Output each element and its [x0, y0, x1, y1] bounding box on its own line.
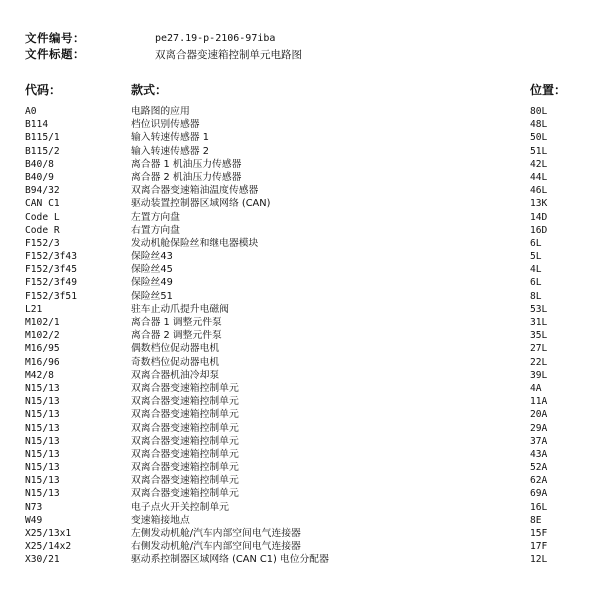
table-row: [25, 540, 585, 553]
row-location: 69A: [530, 488, 548, 500]
table-row: [25, 422, 585, 435]
row-location: 16L: [530, 501, 548, 513]
row-code: X30/21: [25, 554, 60, 566]
row-description: 离合器 1 机油压力传感器: [131, 158, 242, 170]
table-row: [25, 171, 585, 184]
table-row: [25, 250, 585, 263]
row-description: 双离合器变速箱控制单元: [131, 435, 239, 447]
table-row: [25, 316, 585, 329]
row-location: 37A: [530, 435, 548, 447]
row-code: M16/95: [25, 343, 60, 355]
table-row: [25, 474, 585, 487]
row-description: 保险丝45: [131, 264, 173, 276]
row-location: 62A: [530, 475, 548, 487]
row-code: M16/96: [25, 356, 60, 368]
row-location: 17F: [530, 541, 548, 553]
row-description: 右侧发动机舱/汽车内部空间电气连接器: [131, 541, 301, 553]
row-description: 离合器 1 调整元件泵: [131, 317, 222, 328]
table-row: [25, 553, 585, 566]
row-location: 27L: [530, 343, 548, 355]
row-description: 输入转速传感器 1: [131, 132, 209, 144]
row-description: 发动机舱保险丝和继电器模块: [131, 237, 259, 249]
row-location: 50L: [530, 132, 548, 144]
table-row: [25, 342, 585, 355]
table-row: [25, 105, 585, 118]
table-row: [25, 369, 585, 382]
table-row: [25, 197, 585, 210]
row-code: B94/32: [25, 185, 60, 197]
row-code: N15/13: [25, 448, 60, 460]
row-location: 29A: [530, 422, 548, 434]
header-location: 位置：: [530, 83, 567, 97]
table-row: [25, 276, 585, 289]
row-description: 变速箱接地点: [131, 514, 190, 526]
row-code: M102/2: [25, 330, 60, 342]
row-code: CAN C1: [25, 198, 60, 210]
table-row: [25, 448, 585, 461]
table-row: [25, 395, 585, 408]
row-description: 双离合器变速箱控制单元: [131, 448, 239, 460]
doc-title-value: 双离合器变速箱控制单元电路图: [155, 48, 302, 61]
row-code: N73: [25, 501, 43, 513]
row-location: 8L: [530, 290, 542, 302]
row-location: 4L: [530, 264, 542, 276]
row-location: 5L: [530, 251, 542, 263]
table-row: [25, 501, 585, 514]
row-code: L21: [25, 303, 43, 315]
table-row: [25, 382, 585, 395]
row-code: M102/1: [25, 317, 60, 328]
row-code: M42/8: [25, 369, 54, 381]
row-description: 驱动装置控制器区域网络 (CAN): [131, 198, 271, 210]
table-row: [25, 184, 585, 197]
doc-title-label: 文件标题：: [25, 47, 85, 61]
table-row: [25, 145, 585, 158]
row-location: 6L: [530, 277, 542, 289]
row-location: 14D: [530, 211, 548, 223]
row-description: 偶数档位促动器电机: [131, 343, 220, 355]
row-description: 双离合器变速箱控制单元: [131, 488, 239, 500]
row-code: B40/9: [25, 171, 54, 183]
table-row: [25, 461, 585, 474]
row-location: 39L: [530, 369, 548, 381]
table-row: [25, 527, 585, 540]
row-code: W49: [25, 514, 43, 526]
row-location: 8E: [530, 514, 542, 526]
table-row: [25, 487, 585, 500]
row-description: 离合器 2 机油压力传感器: [131, 171, 242, 183]
row-location: 16D: [530, 224, 548, 236]
row-description: 驱动系控制器区域网络 (CAN C1) 电位分配器: [131, 554, 329, 566]
doc-number-row: [25, 31, 275, 45]
row-description: 双离合器变速箱控制单元: [131, 382, 239, 394]
row-description: 保险丝51: [131, 290, 173, 302]
header-code: 代码：: [25, 83, 62, 97]
row-code: F152/3f45: [25, 264, 77, 276]
table-row: [25, 158, 585, 171]
row-location: 4A: [530, 382, 542, 394]
row-description: 电子点火开关控制单元: [131, 501, 229, 513]
row-description: 双离合器变速箱控制单元: [131, 475, 239, 487]
row-code: F152/3f51: [25, 290, 77, 302]
row-code: N15/13: [25, 396, 60, 408]
row-description: 双离合器变速箱油温度传感器: [131, 185, 259, 197]
row-code: A0: [25, 106, 37, 117]
row-description: 双离合器机油冷却泵: [131, 369, 220, 381]
row-description: 双离合器变速箱控制单元: [131, 396, 239, 408]
row-location: 51L: [530, 145, 548, 157]
row-code: F152/3f49: [25, 277, 77, 289]
row-location: 52A: [530, 462, 548, 474]
row-code: F152/3f43: [25, 251, 77, 263]
row-description: 右置方向盘: [131, 224, 180, 236]
doc-number-value: pe27.19-p-2106-97iba: [155, 32, 276, 44]
row-code: N15/13: [25, 422, 60, 434]
row-code: Code L: [25, 211, 60, 223]
table-row: [25, 131, 585, 144]
row-location: 42L: [530, 158, 548, 170]
doc-title-row: [25, 47, 302, 61]
row-location: 12L: [530, 554, 548, 566]
row-description: 档位识别传感器: [131, 119, 200, 131]
row-code: B40/8: [25, 158, 54, 170]
row-description: 左侧发动机舱/汽车内部空间电气连接器: [131, 528, 301, 539]
row-location: 46L: [530, 185, 548, 197]
row-description: 驻车止动爪提升电磁阀: [131, 303, 229, 315]
row-location: 20A: [530, 409, 548, 421]
table-row: [25, 224, 585, 237]
row-description: 奇数档位促动器电机: [131, 356, 220, 368]
row-description: 保险丝43: [131, 251, 173, 263]
row-location: 22L: [530, 356, 548, 368]
header-description: 款式：: [131, 83, 168, 97]
row-code: N15/13: [25, 382, 60, 394]
row-description: 输入转速传感器 2: [131, 145, 209, 157]
row-code: B115/2: [25, 145, 60, 157]
row-code: F152/3: [25, 237, 60, 249]
row-code: B115/1: [25, 132, 60, 144]
row-code: X25/14x2: [25, 541, 72, 553]
row-location: 11A: [530, 396, 548, 408]
table-row: [25, 118, 585, 131]
row-code: N15/13: [25, 475, 60, 487]
table-row: [25, 237, 585, 250]
row-description: 保险丝49: [131, 277, 173, 289]
table-row: [25, 514, 585, 527]
row-code: X25/13x1: [25, 528, 72, 539]
row-location: 53L: [530, 303, 548, 315]
table-row: [25, 290, 585, 303]
row-description: 双离合器变速箱控制单元: [131, 422, 239, 434]
table-row: [25, 263, 585, 276]
row-location: 80L: [530, 106, 548, 117]
row-description: 左置方向盘: [131, 211, 180, 223]
row-code: B114: [25, 119, 49, 131]
row-description: 电路图的应用: [131, 106, 190, 117]
row-description: 双离合器变速箱控制单元: [131, 409, 239, 421]
table-row: [25, 435, 585, 448]
row-code: Code R: [25, 224, 60, 236]
table-header: [25, 81, 585, 96]
row-location: 48L: [530, 119, 548, 131]
row-code: N15/13: [25, 488, 60, 500]
table-row: [25, 329, 585, 342]
row-code: N15/13: [25, 409, 60, 421]
row-code: N15/13: [25, 462, 60, 474]
row-location: 15F: [530, 528, 548, 539]
row-description: 离合器 2 调整元件泵: [131, 330, 222, 342]
row-location: 13K: [530, 198, 548, 210]
table-row: [25, 356, 585, 369]
row-location: 44L: [530, 171, 548, 183]
row-location: 6L: [530, 237, 542, 249]
row-code: N15/13: [25, 435, 60, 447]
component-list: [25, 105, 585, 567]
table-row: [25, 408, 585, 421]
row-location: 35L: [530, 330, 548, 342]
row-location: 43A: [530, 448, 548, 460]
row-description: 双离合器变速箱控制单元: [131, 462, 239, 474]
table-row: [25, 303, 585, 316]
row-location: 31L: [530, 317, 548, 328]
doc-number-label: 文件编号：: [25, 31, 85, 45]
table-row: [25, 211, 585, 224]
